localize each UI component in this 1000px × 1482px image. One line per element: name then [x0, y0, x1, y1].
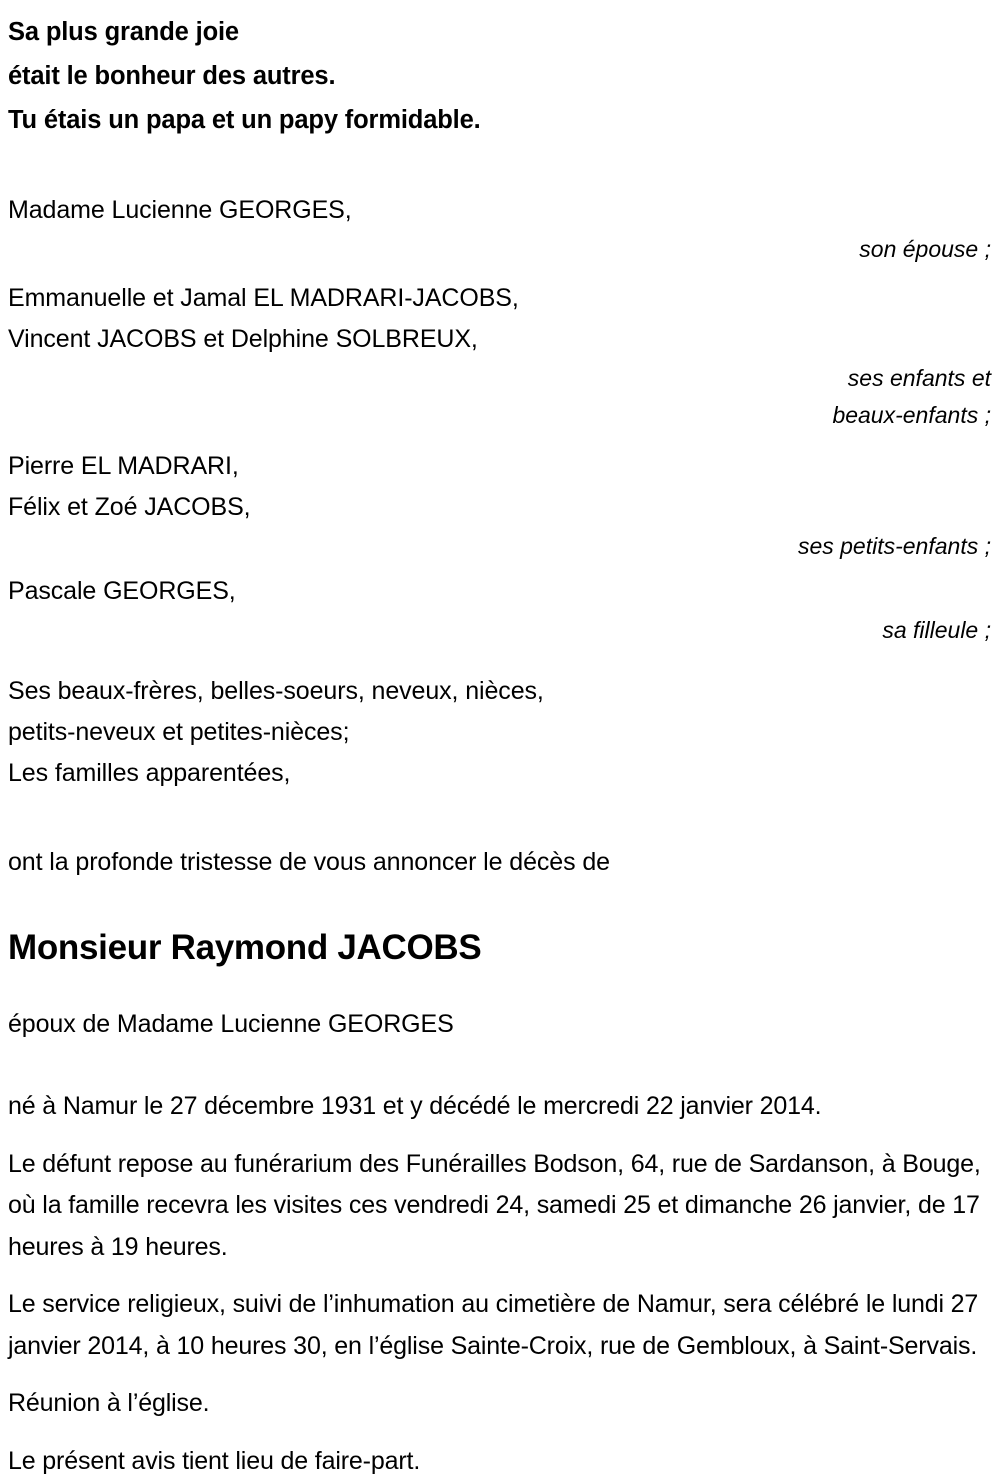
family-member-name: Pierre EL MADRARI,: [8, 446, 648, 487]
roster-group-spouse: [8, 190, 994, 268]
announcement-lead-in: ont la profonde tristesse de vous annoncer le décès de: [8, 842, 994, 883]
roster-names-children: [8, 278, 648, 360]
epitaph-line-2: était le bonheur des autres.: [8, 54, 994, 98]
relation-label: sa filleule ;: [8, 612, 991, 649]
roster-group-goddaughter: [8, 571, 994, 649]
relation-label: ses petits-enfants ;: [8, 528, 991, 565]
relation-label: ses enfants et: [8, 360, 991, 397]
detail-paragraph-reunion: Réunion à l’église.: [8, 1383, 994, 1425]
roster-relation-children: [8, 360, 994, 434]
relation-label: son épouse ;: [8, 231, 991, 268]
roster-relation-spouse: [8, 231, 994, 268]
details-block: [8, 1086, 994, 1482]
roster-names-spouse: [8, 190, 648, 231]
family-member-name: Madame Lucienne GEORGES,: [8, 190, 648, 231]
roster-names-goddaughter: [8, 571, 648, 612]
roster-relation-goddaughter: [8, 612, 994, 649]
family-roster: [8, 190, 994, 649]
roster-group-grandchildren: [8, 446, 994, 565]
deceased-name: Monsieur Raymond JACOBS: [8, 925, 994, 971]
extended-family-line: Ses beaux-frères, belles-soeurs, neveux, nièces,: [8, 671, 994, 712]
detail-paragraph-service: Le service religieux, suivi de l’inhumation au cimetière de Namur, sera célébré le lundi 27 janvier 2014, à 10 heures 30, en l’église Sainte-Croix, rue de Gembloux, à Saint-Servais.: [8, 1284, 994, 1367]
detail-paragraph-birth-death: né à Namur le 27 décembre 1931 et y décédé le mercredi 22 janvier 2014.: [8, 1086, 994, 1128]
extended-family-block: [8, 671, 994, 794]
family-member-name: Félix et Zoé JACOBS,: [8, 487, 648, 528]
roster-group-children: [8, 278, 994, 434]
epitaph-line-1: Sa plus grande joie: [8, 10, 994, 54]
epitaph-line-3: Tu étais un papa et un papy formidable.: [8, 98, 994, 142]
roster-relation-grandchildren: [8, 528, 994, 565]
deceased-subtitle: époux de Madame Lucienne GEORGES: [8, 1004, 994, 1045]
extended-family-line: petits-neveux et petites-nièces;: [8, 712, 994, 753]
relation-label: beaux-enfants ;: [8, 397, 991, 434]
family-member-name: Pascale GEORGES,: [8, 571, 648, 612]
extended-family-line: Les familles apparentées,: [8, 753, 994, 794]
detail-paragraph-funerarium: Le défunt repose au funérarium des Funérailles Bodson, 64, rue de Sardanson, à Bouge, où la famille recevra les visites ces vendredi 24, samedi 25 et dimanche 26 janvier, de 17 heures à 19 heures.: [8, 1144, 994, 1269]
epitaph: [8, 10, 994, 142]
family-member-name: Vincent JACOBS et Delphine SOLBREUX,: [8, 319, 648, 360]
roster-names-grandchildren: [8, 446, 648, 528]
detail-paragraph-faire-part: Le présent avis tient lieu de faire-part.: [8, 1441, 994, 1482]
family-member-name: Emmanuelle et Jamal EL MADRARI-JACOBS,: [8, 278, 648, 319]
